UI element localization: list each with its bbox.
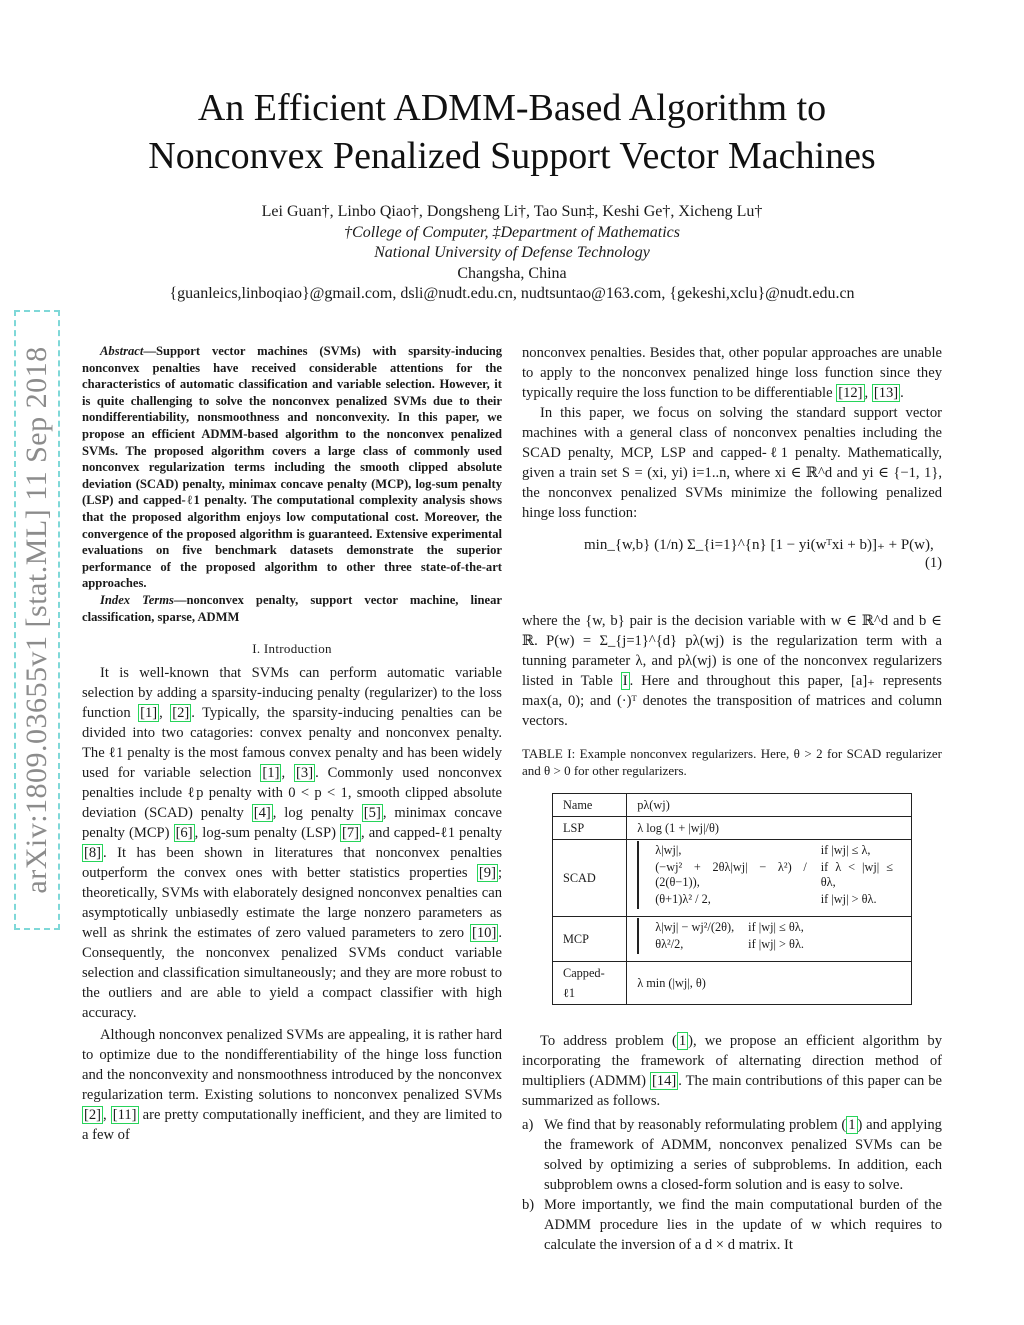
index-terms	[82, 592, 502, 625]
text-run: . Commonly used nonconvex penalties include ℓp penalty with 0 < p < 1, smooth clipped absolute deviation (SCAD) penalty	[82, 765, 502, 822]
citation-link[interactable]: [8]	[84, 845, 102, 862]
table-row	[553, 917, 912, 962]
citation-link[interactable]: [1]	[262, 765, 280, 782]
equation-1	[522, 531, 942, 601]
citation-link[interactable]: [13]	[873, 385, 899, 401]
citation-link[interactable]: [4]	[253, 805, 271, 822]
intro-paragraph-2: Although nonconvex penalized SVMs are appealing, it is rather hard to optimize due to the nondifferentiability of the hinge loss function and the nonconvexity and nonsmoothness introduced by the nonconvex regularization term. Existing solutions to nonconvex penalized SVMs [2] , [11] are pretty computationally inefficient, and they are limited to a few of	[82, 1027, 502, 1144]
arxiv-identifier: arXiv:1809.03655v1 [stat.ML] 11 Sep 2018	[20, 346, 53, 894]
text-run: , log penalty	[272, 805, 362, 822]
equation-body: min_{w,b} (1/n) Σ_{i=1}^{n} [1 − yi(wᵀxi + b)]₊ + P(w),	[584, 537, 934, 553]
table-cell-formula: λ min (|wj|, θ)	[627, 962, 912, 1005]
text-run: ; theoretically, SVMs with elaborately designed nonconvex penalties can asymptotically unbiasedly estimate the large nonzero parameters as well as shrink the estimates of zero valued parameters to zero	[82, 865, 502, 942]
citation-link[interactable]: [6]	[175, 825, 193, 842]
right-paragraph-2: In this paper, we focus on solving the standard support vector machines with a general class of nonconvex penalties including the SCAD penalty, MCP, LSP and capped-ℓ1 penalty. Mathematically, given a train set S = (xi, yi) i=1..n, where xi ∈ ℝ^d and yi ∈ {−1, 1}, the nonconvex penalized SVMs minimize the following penalized hinge loss function:	[522, 405, 942, 521]
table-cell-name: LSP	[553, 817, 627, 840]
piecewise-brace	[637, 841, 901, 909]
table-cell-name: Capped-ℓ1	[553, 962, 627, 1005]
case-condition: if λ < |wj| ≤ θλ,	[820, 860, 893, 889]
contribution-list	[522, 1115, 942, 1255]
right-paragraph-3	[522, 611, 942, 731]
table-cell-formula	[627, 840, 912, 917]
table-reference-link[interactable]: I	[622, 673, 628, 689]
title-line-1: An Efficient ADMM-Based Algorithm to	[197, 87, 827, 129]
abstract	[82, 343, 502, 592]
text-run: . It has been shown in literatures that nonconvex penalties outperform the convex ones with better statistics properties	[82, 845, 502, 882]
affiliation-university: National University of Defense Technology	[374, 244, 650, 261]
affiliation-departments: †College of Computer, ‡Department of Mathematics	[344, 223, 680, 241]
citation-link[interactable]: [2]	[84, 1107, 102, 1124]
table-cell-formula: λ log (1 + |wj|/θ)	[627, 817, 912, 840]
affiliation-location: Changsha, China	[457, 264, 567, 282]
equation-reference-link[interactable]: 1	[678, 1033, 687, 1049]
section-heading-introduction: I. Introduction	[252, 641, 332, 657]
equation-number: (1)	[924, 555, 942, 571]
regularizer-table	[552, 793, 912, 1005]
arxiv-sidebar-stamp	[14, 310, 60, 930]
piecewise-cases	[647, 918, 812, 954]
text-run: To address problem (	[540, 1033, 677, 1049]
case-condition: if |wj| > θλ.	[820, 892, 877, 906]
list-item-label: a)	[522, 1117, 534, 1133]
table-cell-formula	[627, 917, 912, 962]
citation-link[interactable]: [11]	[112, 1107, 137, 1124]
index-terms-label: Index Terms	[100, 592, 174, 607]
case-value: θλ²/2,	[655, 937, 684, 951]
text-run: , minimax concave penalty (MCP)	[82, 805, 502, 842]
right-paragraph-4	[522, 1031, 942, 1111]
list-item-label: b)	[522, 1197, 535, 1213]
case-value: (θ+1)λ² / 2,	[655, 892, 711, 906]
citation-link[interactable]: [7]	[342, 825, 360, 842]
equation-reference-link[interactable]: 1	[848, 1117, 856, 1133]
text-run: ) and applying the framework of ADMM, nonconvex penalized SVMs can be solved by optimizing a series of subproblems. In addition, each subproblem owns a closed-form solution and is easy to solve.	[544, 1117, 942, 1193]
text-run: It is well-known that SVMs can perform automatic variable selection by adding a sparsity-inducing penalty (regularizer) to the loss function	[82, 665, 502, 722]
table-row	[553, 794, 912, 817]
title-line-2: Nonconvex Penalized Support Vector Machines	[148, 135, 876, 177]
case-value: λ|wj|,	[655, 843, 682, 857]
text-run: . Here and throughout this paper, [a]₊ represents max(a, 0); and (·)ᵀ denotes the transposition of matrices and column vectors.	[522, 673, 942, 729]
piecewise-brace	[637, 918, 812, 954]
table-header-name: Name	[553, 794, 627, 817]
citation-link[interactable]: [9]	[478, 865, 496, 882]
table-cell-name: MCP	[553, 917, 627, 962]
text-run: nonconvex penalties. Besides that, other popular approaches are unable to apply to the nonconvex penalized hinge loss function since they typically require the loss function to be differentiable	[522, 345, 942, 401]
text-run: . The main contributions of this paper can be summarized as follows.	[522, 1073, 942, 1109]
right-paragraph-1: nonconvex penalties. Besides that, other popular approaches are unable to apply to the nonconvex penalized hinge loss function since they typically require the loss function to be differentiable [12] , [13] .	[522, 345, 942, 401]
citation-link[interactable]: [10]	[472, 925, 497, 942]
text-run: We find that by reasonably reformulating problem (	[544, 1117, 847, 1133]
case-condition: if |wj| ≤ λ,	[820, 843, 871, 857]
text-run: , and capped-ℓ1 penalty	[361, 825, 502, 842]
left-column	[82, 343, 502, 1145]
text-run: . Typically, the sparsity-inducing penalties can be divided into two catagories: convex penalty and nonconvex penalty. The ℓ1 penalty is the most famous convex penalty and has been widely used for variable selection	[82, 705, 503, 782]
citation-link[interactable]: [3]	[296, 765, 314, 782]
table-header-formula: pλ(wj)	[627, 794, 912, 817]
abstract-text: —Support vector machines (SVMs) with sparsity-inducing nonconvex penalties have received considerable attentions for the characteristics of automatic classification and variable selection. However, it is quite challenging to solve the nonconvex penalized SVMs due to their nondifferentiability, nonsmoothness and nonconvexity. In this paper, we propose an efficient ADMM-based algorithm to the nonconvex penalized SVMs. The proposed algorithm covers a large class of commonly used nonconvex regularization terms including the smooth clipped absolute deviation (SCAD) penalty, minimax concave penalty (MCP), log-sum penalty (LSP) and capped-ℓ1 penalty. The computational complexity analysis shows that the proposed algorithm enjoys low computational cost. Moreover, the convergence of the proposed algorithm is guaranteed. Extensive experimental evaluations on five benchmark datasets demonstrate the superior performance of the proposed algorithm to other three state-of-the-art approaches.	[82, 344, 502, 591]
paper-title	[0, 84, 1024, 180]
table-row	[553, 840, 912, 917]
table-caption: TABLE I: Example nonconvex regularizers. Here, θ > 2 for SCAD regularizer and θ > 0 for other regularizers.	[522, 746, 942, 778]
text-run: ), we propose an efficient algorithm by incorporating the framework of alternating direction method of multipliers (ADMM)	[522, 1033, 942, 1089]
table-row	[553, 962, 912, 1005]
piecewise-cases	[647, 841, 901, 909]
citation-link[interactable]: [14]	[651, 1073, 677, 1089]
case-value: (−wj² + 2θλ|wj| − λ²) / (2(θ−1)),	[655, 860, 807, 889]
case-condition: if |wj| > θλ.	[748, 937, 804, 951]
list-item	[522, 1115, 942, 1195]
text-run: Although nonconvex penalized SVMs are appealing, it is rather hard to optimize due to the nondifferentiability of the hinge loss function and the nonconvexity and nonsmoothness introduced by the nonconvex regularization term. Existing solutions to nonconvex penalized SVMs	[82, 1027, 502, 1104]
citation-link[interactable]: [5]	[363, 805, 381, 822]
case-condition: if |wj| ≤ θλ,	[748, 920, 804, 934]
intro-paragraph-1: It is well-known that SVMs can perform automatic variable selection by adding a sparsity-inducing penalty (regularizer) to the loss function [1] , [2] . Typically, the sparsity-inducing penalties can be divided into two catagories: convex penalty and nonconvex penalty. The ℓ1 penalty is the most famous convex penalty and has been widely used for variable selection [1] , [3] . Commonly used nonconvex penalties include ℓp penalty with 0 < p < 1, smooth clipped absolute deviation (SCAD) penalty [4] , log penalty [5] , minimax concave penalty (MCP) [6] , log-sum penalty (LSP) [7] , and capped-ℓ1 penalty [8] . It has been shown in literatures that nonconvex penalties outperform the convex ones with better statistics properties [9] ; theoretically, SVMs with elaborately designed nonconvex penalties can asymptotically unbiasedly estimate the large nonzero parameters as well as shrink the estimates of zero valued parameters to zero [10] . Consequently, the nonconvex penalized SVMs conduct variable selection and classification simultaneously; and they are more robust to the outliers and are able to yield a compact classifier with high accuracy.	[82, 665, 503, 1022]
author-emails: {guanleics,linboqiao}@gmail.com, dsli@nudt.edu.cn, nudtsuntao@163.com, {gekeshi,xclu}@nudt.edu.cn	[169, 285, 855, 302]
text-run: . Consequently, the nonconvex penalized SVMs conduct variable selection and classification simultaneously; and they are more robust to the outliers and are able to yield a compact classifier with high accuracy.	[82, 925, 502, 1022]
table-cell-name: SCAD	[553, 840, 627, 917]
text-run: , log-sum penalty (LSP)	[194, 825, 340, 842]
author-block	[0, 202, 1024, 305]
citation-link[interactable]: [2]	[172, 705, 190, 722]
author-list: Lei Guan†, Linbo Qiao†, Dongsheng Li†, Tao Sun‡, Keshi Ge†, Xicheng Lu†	[261, 203, 763, 220]
text-run: are pretty computationally inefficient, and they are limited to a few of	[82, 1107, 502, 1144]
abstract-label: Abstract	[100, 344, 144, 358]
text-run: More importantly, we find the main computational burden of the ADMM procedure lies in the update of w which requires to calculate the inversion of a d × d matrix. It	[544, 1197, 942, 1253]
list-item	[522, 1195, 942, 1255]
right-column	[522, 343, 942, 1255]
citation-link[interactable]: [12]	[838, 385, 863, 401]
table-row	[553, 817, 912, 840]
text-run: where the {w, b} pair is the decision variable with w ∈ ℝ^d and b ∈ ℝ. P(w) = Σ_{j=1}^{d} pλ(wj) is the regularization term with a tunning parameter λ, and pλ(wj) is one of the nonconvex regularizers listed in Table	[522, 613, 942, 689]
index-terms-text: —nonconvex penalty, support vector machine, linear classification, sparse, ADMM	[82, 592, 502, 624]
citation-link[interactable]: [1]	[140, 705, 158, 722]
case-value: λ|wj| − wj²/(2θ),	[655, 920, 735, 934]
